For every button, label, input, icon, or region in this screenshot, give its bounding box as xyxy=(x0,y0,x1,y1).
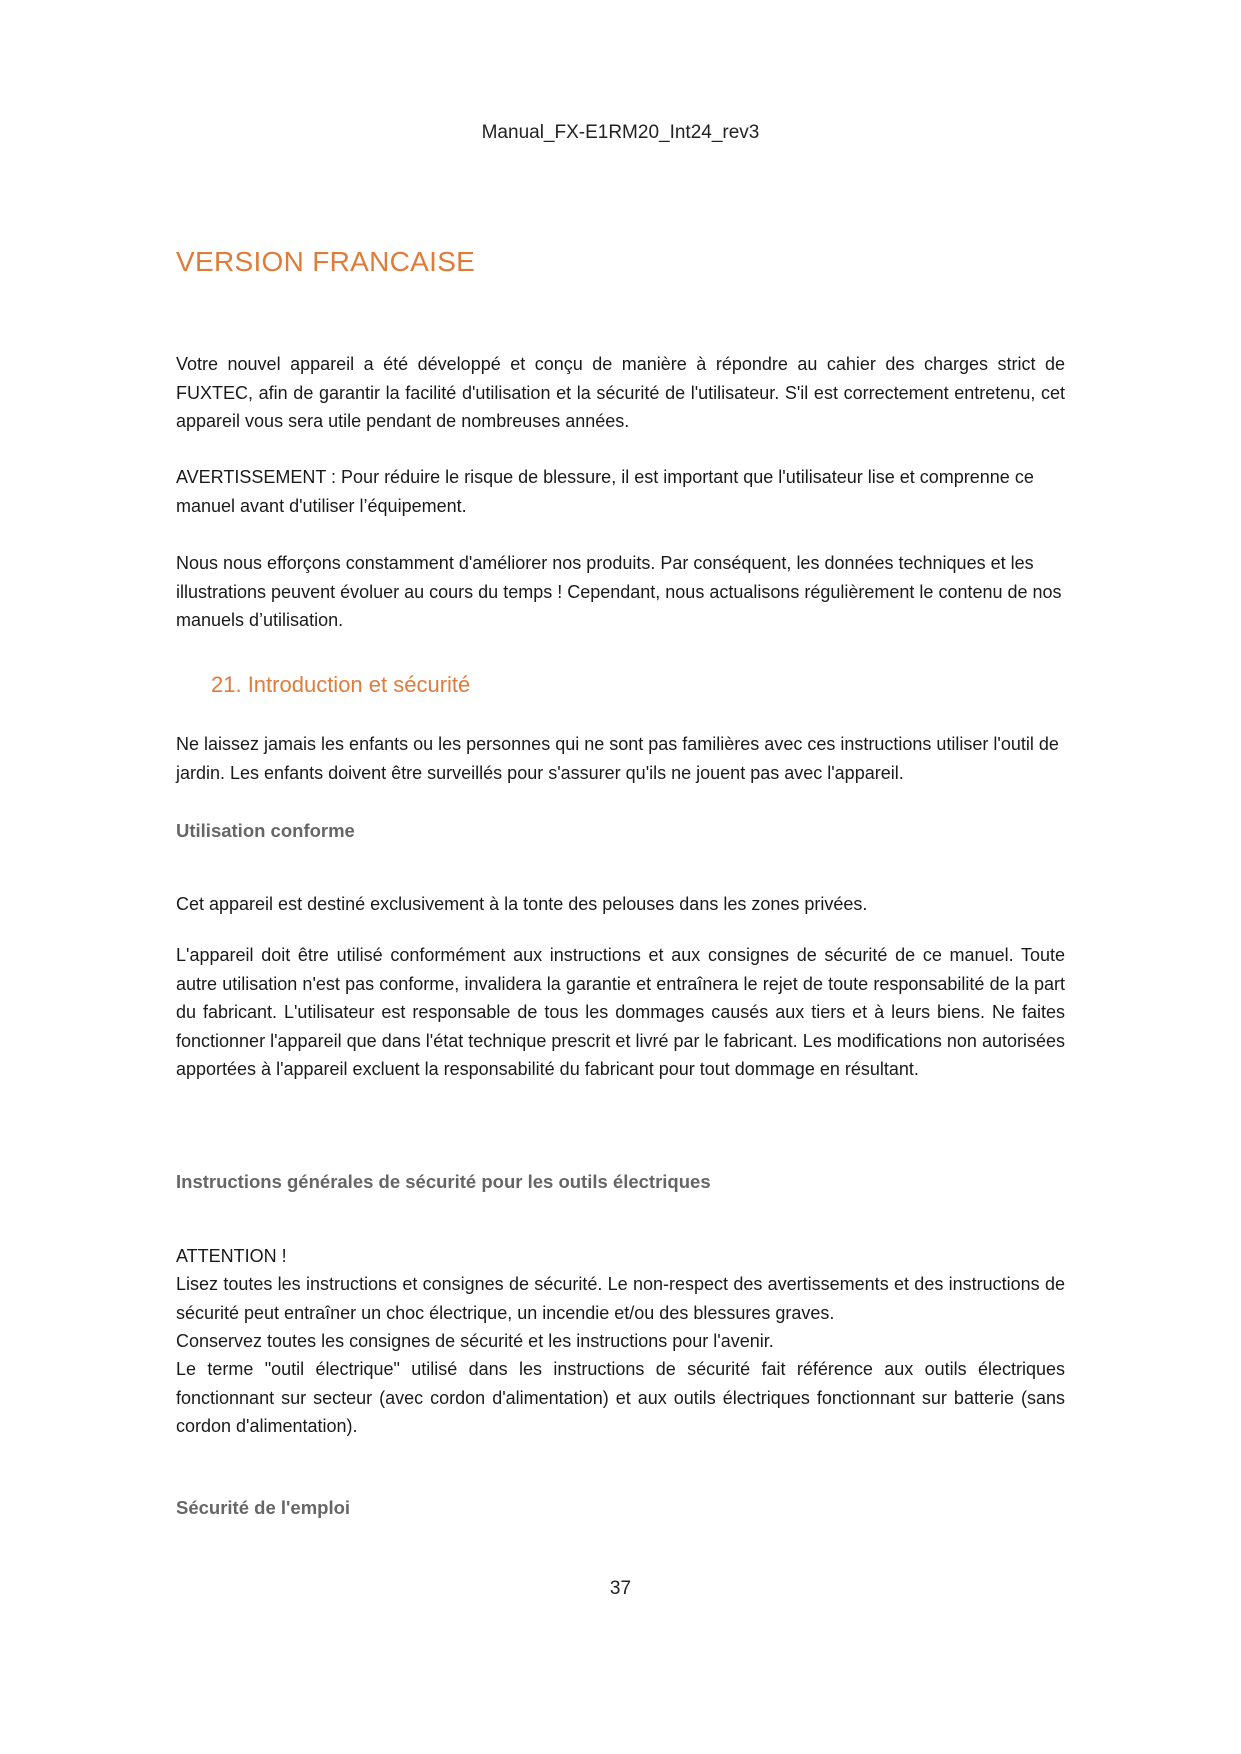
warning-paragraph: AVERTISSEMENT : Pour réduire le risque de blessure, il est important que l'utilisateur lise et comprenne ce manuel avant d'utiliser l’équipement. xyxy=(176,467,1034,516)
usage-paragraph-2: L'appareil doit être utilisé conformément aux instructions et aux consignes de sécurité de ce manuel. Toute autre utilisation n'est pas conforme, invalidera la garantie et entraînera le rejet de toute responsabilité de la part du fabricant. L'utilisateur est responsable de tous les dommages causés aux tiers et à leurs biens. Ne faites fonctionner l'appareil que dans l'état technique prescrit et livré par le fabricant. Les modifications non autorisées apportées à l'appareil excluent la responsabilité du fabricant pour tout dommage en résultant. xyxy=(176,945,1065,1079)
document-header: Manual_FX-E1RM20_Int24_rev3 xyxy=(481,122,760,143)
intro-paragraph-3: Nous nous efforçons constamment d'améliorer nos produits. Par conséquent, les données techniques et les illustrations peuvent évoluer au cours du temps ! Cependant, nous actualisons régulièrement le contenu de nos manuels d’utilisation. xyxy=(176,553,1062,630)
subheading-usage: Utilisation conforme xyxy=(176,820,355,841)
page-number: 37 xyxy=(609,1578,632,1599)
attention-label: ATTENTION ! xyxy=(176,1246,287,1266)
usage-paragraph-1: Cet appareil est destiné exclusivement à la tonte des pelouses dans les zones privées. xyxy=(176,894,868,914)
page-title: VERSION FRANCAISE xyxy=(176,246,476,277)
children-warning-paragraph: Ne laissez jamais les enfants ou les personnes qui ne sont pas familières avec ces instructions utiliser l'outil de jardin. Les enfants doivent être surveillés pour s'assurer qu'ils ne jouent pas avec l'appareil. xyxy=(176,734,1059,783)
safety-paragraph-1: Lisez toutes les instructions et consignes de sécurité. Le non-respect des avertissements et des instructions de sécurité peut entraîner un choc électrique, un incendie et/ou des blessures graves. xyxy=(176,1274,1065,1323)
subheading-work-safety: Sécurité de l'emploi xyxy=(176,1497,351,1518)
section-heading-21: 21. Introduction et sécurité xyxy=(211,672,471,697)
safety-paragraph-2: Conservez toutes les consignes de sécurité et les instructions pour l'avenir. xyxy=(176,1331,774,1351)
safety-paragraph-3: Le terme "outil électrique" utilisé dans les instructions de sécurité fait référence aux outils électriques fonctionnant sur secteur (avec cordon d'alimentation) et aux outils électriques fonctionnant sur batterie (sans cordon d'alimentation). xyxy=(176,1359,1065,1436)
intro-paragraph-1: Votre nouvel appareil a été développé et conçu de manière à répondre au cahier des charges strict de FUXTEC, afin de garantir la facilité d'utilisation et la sécurité de l'utilisateur. S'il est correctement entretenu, cet appareil vous sera utile pendant de nombreuses années. xyxy=(176,354,1065,431)
subheading-general-safety: Instructions générales de sécurité pour les outils électriques xyxy=(176,1171,711,1192)
